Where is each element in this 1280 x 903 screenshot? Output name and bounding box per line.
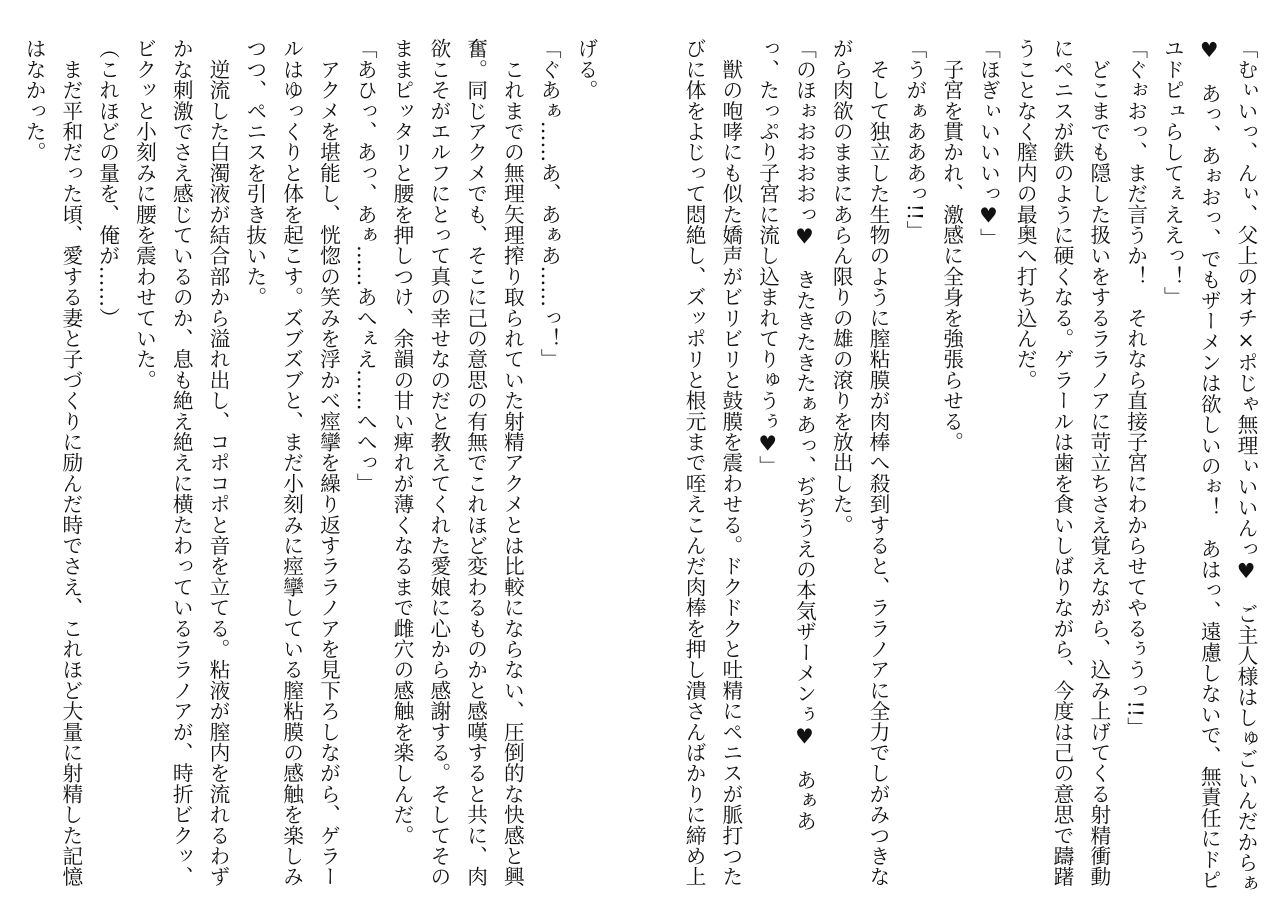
- text-line: つつ、ペニスを引き抜いた。: [242, 38, 267, 308]
- right-page: [664, 38, 1264, 894]
- text-line: ルはゆっくりと体を起こす。ズブズブと、まだ小刻みに痙攣している膣粘膜の感触を楽しみ: [279, 38, 304, 887]
- text-line: ♥ あっ、あぉおっ、でもザーメンは欲しいのぉ！ あはっ、遠慮しないで、無責任にドピ: [1197, 38, 1222, 890]
- text-line: そして独立した生物のように膣粘膜が肉棒へ殺到すると、ララノアに全力でしがみつきな: [866, 38, 891, 887]
- text-line: 子宮を貫かれ、激感に全身を強張らせる。: [939, 38, 964, 452]
- text-line: かな刺激でさえ感じているのか、息も絶え絶えに横たわっているララノアが、時折ビクッ、: [169, 38, 194, 887]
- text-line: 欲こそがエルフにとって真の幸せなのだと教えてくれた愛娘に心から感謝する。そしてその: [426, 38, 451, 887]
- text-line: はなかった。: [22, 38, 47, 163]
- text-line: まだ平和だった頃、愛する妻と子づくりに励んだ時でさえ、これほど大量に射精した記憶: [58, 38, 83, 887]
- text-line: げる。: [574, 38, 598, 101]
- text-line: 「ぐあぁ……あ、あぁあ……っ！」: [537, 38, 562, 370]
- text-line: これまでの無理矢理搾り取られていた射精アクメとは比較にならない、圧倒的な快感と興: [500, 38, 525, 887]
- text-line: 「ほぎぃいいいっ♥」: [976, 38, 1001, 249]
- text-line: ままピッタリと腰を押しつけ、余韻の甘い痺れが薄くなるまで雌穴の感触を楽しんだ。: [390, 38, 415, 846]
- text-line: 「のほぉおおおおっ♥ きたきたきたぁあっ、ぢぢうえの本気ザーメンぅ♥ あぁあ: [792, 38, 817, 832]
- text-line: 奮。同じアクメでも、そこに己の意思の有無でこれほど変わるものかと感嘆すると共に、肉: [463, 38, 488, 887]
- text-line: うことなく膣内の最奥へ打ち込んだ。: [1013, 38, 1038, 390]
- text-line: 獣の咆哮にも似た嬌声がビリビリと鼓膜を震わせる。ドクドクと吐精にペニスが脈打つた: [718, 38, 743, 887]
- text-line: にペニスが鉄のように硬くなる。ゲラールは歯を食いしばりながら、今度は己の意思で躊躇: [1050, 38, 1075, 887]
- left-page: [4, 38, 604, 888]
- text-line: 逆流した白濁液が結合部から溢れ出し、コポコポと音を立てる。粘液が膣内を流れるわず: [206, 38, 231, 887]
- text-line: がら肉欲のままにあらん限りの雄の滾りを放出した。: [829, 38, 854, 535]
- text-line: 「あひっ、あっ、あぁ……あへぇえ……へへっ」: [353, 38, 378, 494]
- text-line: 「ぐぉおっ、まだ言うか！ それなら直接子宮にわからせてやるぅうっ!!」: [1123, 38, 1148, 738]
- text-line: ユドピュらしてぇええっ！」: [1160, 38, 1185, 308]
- text-line: どこまでも隠した扱いをするララノアに苛立ちさえ覚えながら、込み上げてくる射精衝動: [1086, 38, 1111, 887]
- text-line: びに体をよじって悶絶し、ズッポリと根元まで咥えこんだ肉棒を押し潰さんばかりに締め上: [682, 38, 707, 887]
- text-line: っ、たっぷり子宮に流し込まれてりゅうぅ♥」: [755, 38, 780, 476]
- text-line: 「むぃいっ、んぃ、父上のオチ×ポじゃ無理ぃいいんっ♥ ご主人様はしゅごいんだからぁ: [1234, 38, 1258, 894]
- text-line: アクメを堪能し、恍惚の笑みを浮かべ痙攣を繰り返すララノアを見下ろしながら、ゲラー: [316, 38, 341, 887]
- text-line: 「うがぁあああっ!!」: [902, 38, 927, 241]
- text-line: （これほどの量を、俺が……）: [95, 38, 120, 328]
- text-line: ビクッと小刻みに腰を震わせていた。: [132, 38, 157, 390]
